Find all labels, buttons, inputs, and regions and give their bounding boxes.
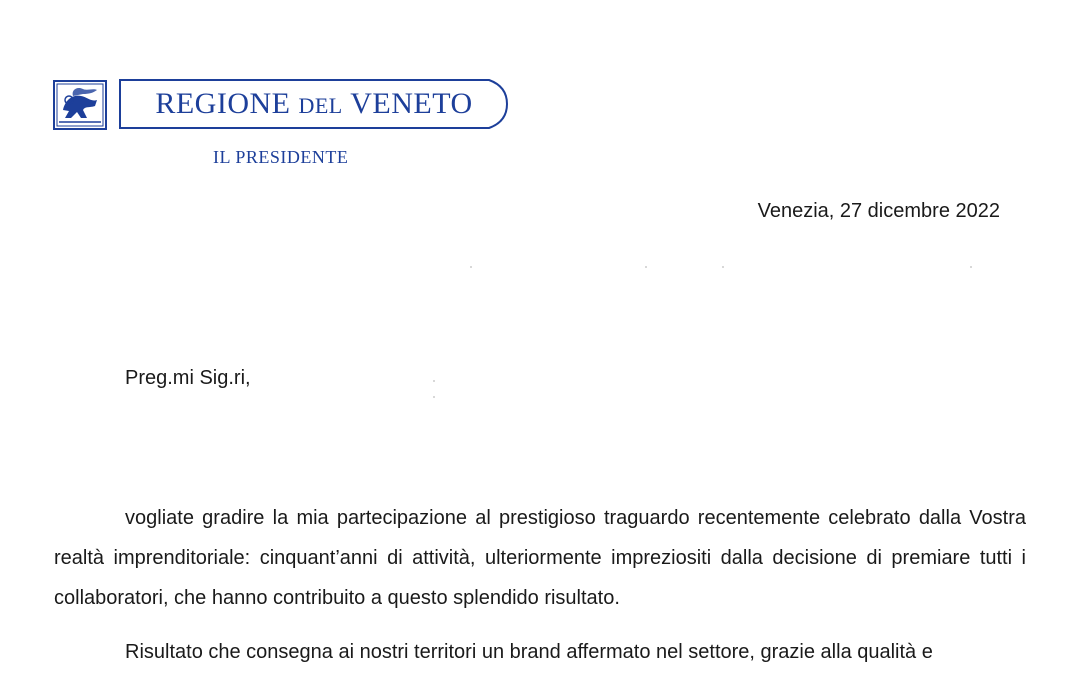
region-name-part-1: REGIONE [155, 87, 291, 120]
letterhead [53, 77, 513, 131]
salutation: Preg.mi Sig.ri, [125, 367, 251, 389]
letter-body [54, 498, 1026, 686]
region-name-part-2: VENETO [350, 87, 473, 120]
letter-date: Venezia, 27 dicembre 2022 [757, 200, 1000, 222]
paragraph: Risultato che consegna ai nostri territori un brand affermato nel settore, grazie alla qualità e [125, 641, 933, 663]
region-name-frame [119, 79, 509, 129]
paragraph: vogliate gradire la mia partecipazione al prestigioso traguardo recentemente celebrato dalla Vostra realtà imprenditoriale: cinquant’anni di attività, ulteriormente impreziositi dalla decisione di premiare tutti i collaboratori, che hanno contribuito a questo splendido risultato. [54, 507, 1026, 609]
region-name [119, 79, 509, 129]
office-title: IL PRESIDENTE [213, 147, 349, 167]
region-name-particle: DEL [298, 93, 343, 118]
lion-of-st-mark-seal-icon [53, 80, 107, 130]
